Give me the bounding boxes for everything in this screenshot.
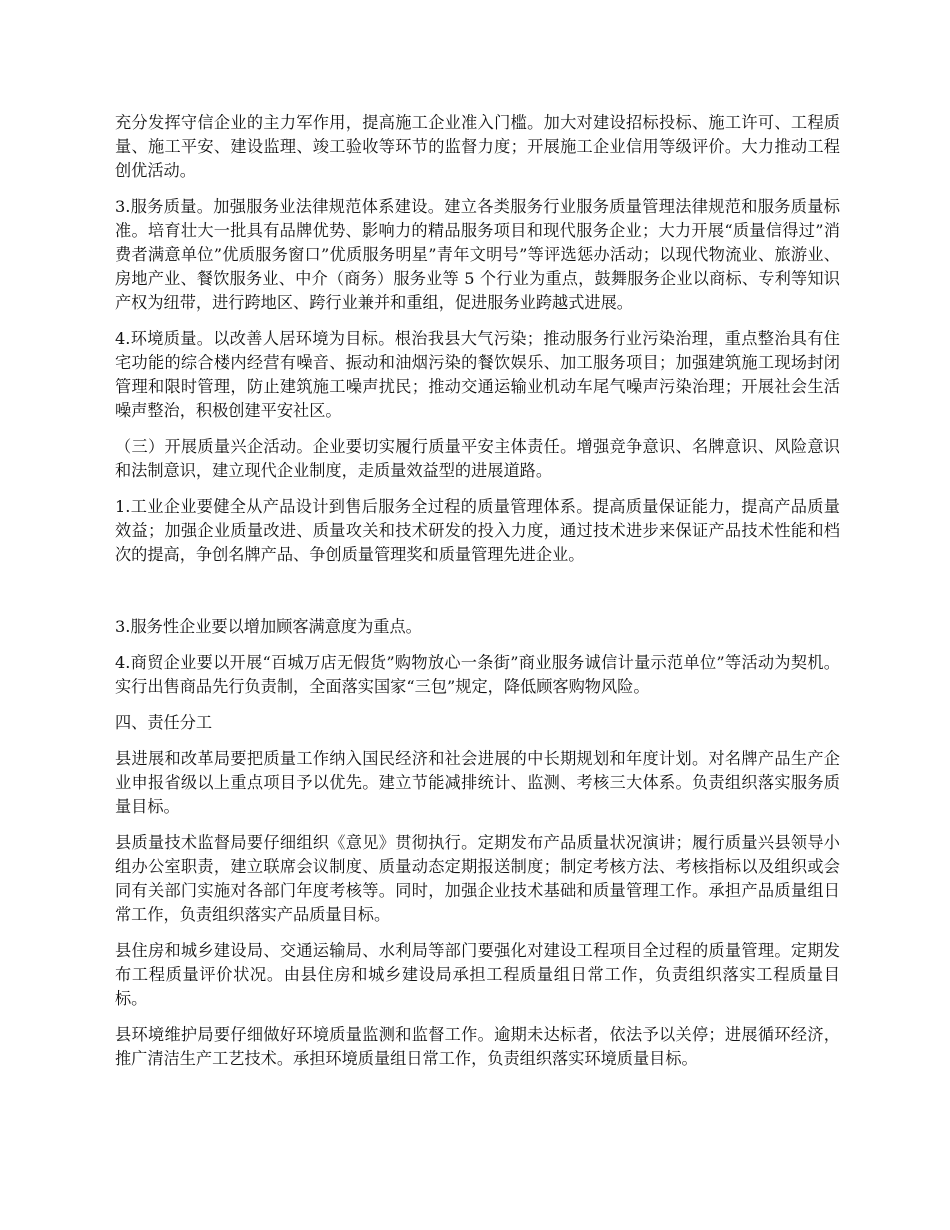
document-page bbox=[115, 111, 840, 1083]
paragraph-quality-supervision-bureau: 县质量技术监督局要仔细组织《意见》贯彻执行。定期发布产品质量状况演讲；履行质量兴县领导小组办公室职责，建立联席会议制度、质量动态定期报送制度；制定考核方法、考核指标以及组织或会同有关部门实施对各部门年度考核等。同时，加强企业技术基础和质量管理工作。承担产品质量组日常工作，负责组织落实产品质量目标。 bbox=[115, 833, 840, 924]
paragraph-trade-enterprise: 4.商贸企业要以开展“百城万店无假货”购物放心一条街”商业服务诚信计量示范单位”等活动为契机。实行出售商品先行负责制，全面落实国家“三包”规定，降低顾客购物风险。 bbox=[115, 653, 840, 696]
paragraph-housing-construction-bureau: 县住房和城乡建设局、交通运输局、水利局等部门要强化对建设工程项目全过程的质量管理。定期发布工程质量评价状况。由县住房和城乡建设局承担工程质量组日常工作，负责组织落实工程质量目标。 bbox=[115, 941, 840, 1008]
paragraph-industrial-enterprise: 1.工业企业要健全从产品设计到售后服务全过程的质量管理体系。提高质量保证能力，提高产品质量效益；加强企业质量改进、质量攻关和技术研发的投入力度，通过技术进步来保证产品技术性能和档次的提高，争创名牌产品、争创质量管理奖和质量管理先进企业。 bbox=[115, 497, 840, 564]
blank-gap bbox=[115, 579, 840, 615]
paragraph-service-enterprise: 3.服务性企业要以增加顾客满意度为重点。 bbox=[115, 617, 422, 636]
paragraph-development-reform-bureau: 县进展和改革局要把质量工作纳入国民经济和社会进展的中长期规划和年度计划。对名牌产品生产企业申报省级以上重点项目予以优先。建立节能减排统计、监测、考核三大体系。负责组织落实服务质量目标。 bbox=[115, 749, 840, 816]
section-heading-responsibility: 四、责任分工 bbox=[115, 713, 213, 732]
paragraph-construction-credit: 充分发挥守信企业的主力军作用，提高施工企业准入门槛。加大对建设招标投标、施工许可、工程质量、施工平安、建设监理、竣工验收等环节的监督力度；开展施工企业信用等级评价。大力推动工程创优活动。 bbox=[115, 113, 840, 180]
paragraph-quality-enterprise-activity: （三）开展质量兴企活动。企业要切实履行质量平安主体责任。增强竞争意识、名牌意识、风险意识和法制意识，建立现代企业制度，走质量效益型的进展道路。 bbox=[115, 437, 840, 480]
paragraph-environment-quality: 4.环境质量。以改善人居环境为目标。根治我县大气污染；推动服务行业污染治理，重点整治具有住宅功能的综合楼内经营有噪音、振动和油烟污染的餐饮娱乐、加工服务项目；加强建筑施工现场封闭管理和限时管理，防止建筑施工噪声扰民；推动交通运输业机动车尾气噪声污染治理；开展社会生活噪声整治，积极创建平安社区。 bbox=[115, 329, 840, 420]
paragraph-environment-bureau: 县环境维护局要仔细做好环境质量监测和监督工作。逾期未达标者，依法予以关停；进展循环经济，推广清洁生产工艺技术。承担环境质量组日常工作，负责组织落实环境质量目标。 bbox=[115, 1025, 840, 1068]
paragraph-service-quality: 3.服务质量。加强服务业法律规范体系建设。建立各类服务行业服务质量管理法律规范和服务质量标准。培育壮大一批具有品牌优势、影响力的精品服务项目和现代服务企业；大力开展“质量信得过”消费者满意单位”优质服务窗口”优质服务明星”青年文明号”等评选惩办活动；以现代物流业、旅游业、房地产业、餐饮服务业、中介（商务）服务业等 5 个行业为重点，鼓舞服务企业以商标、专利等知识产权为纽带，进行跨地区、跨行业兼并和重组，促进服务业跨越式进展。 bbox=[115, 197, 840, 312]
